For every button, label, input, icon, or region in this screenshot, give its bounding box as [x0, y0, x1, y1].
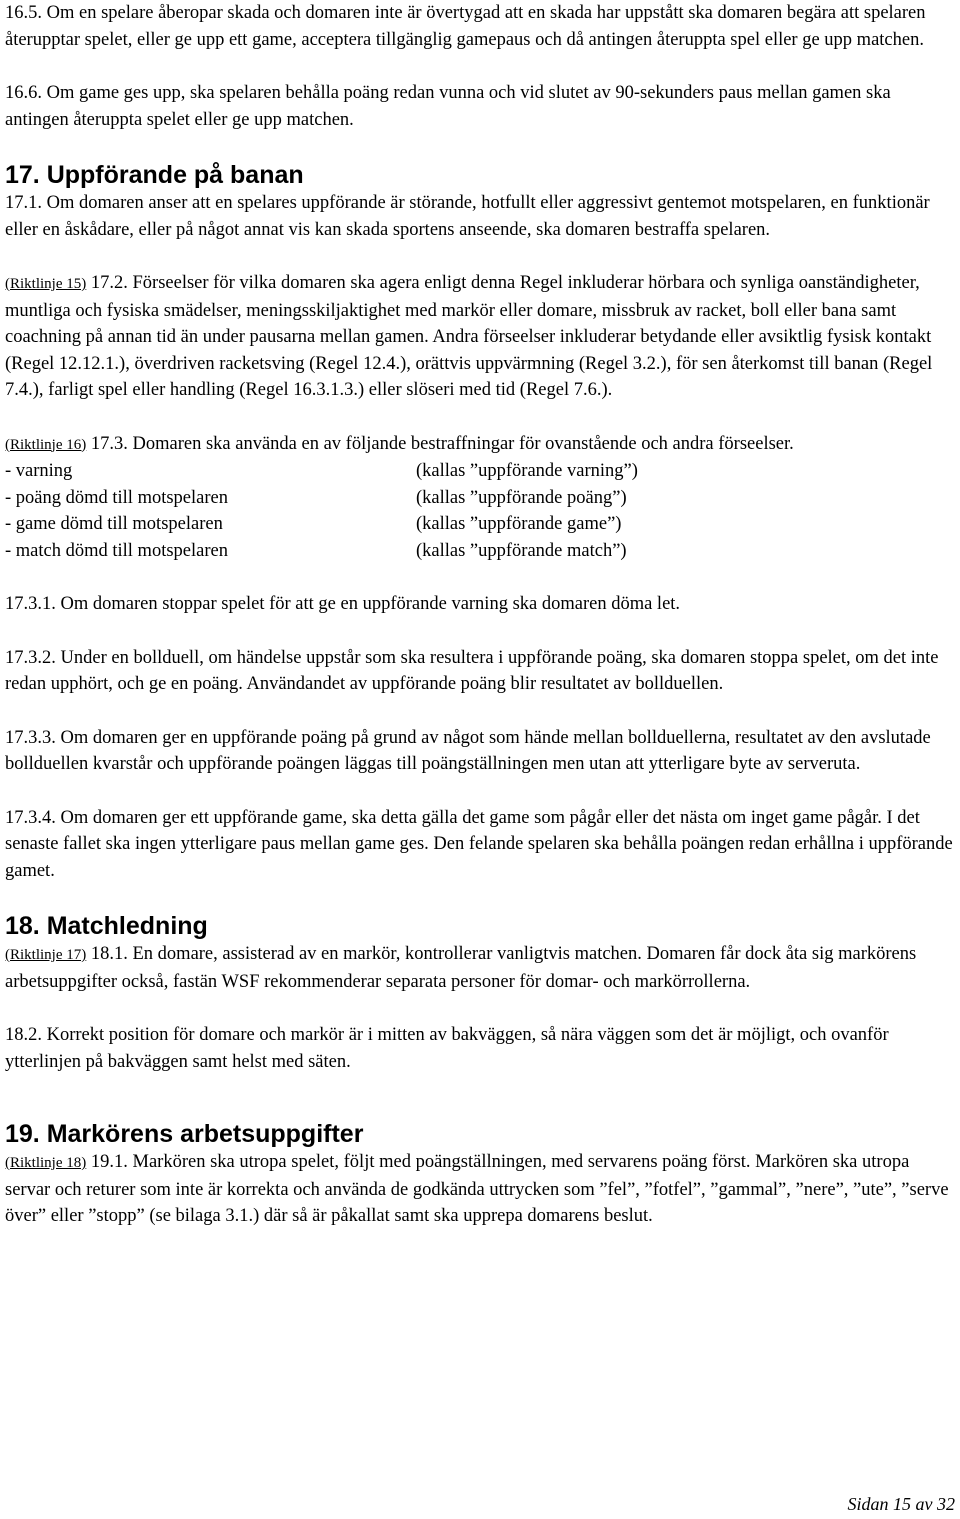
guideline-ref-18: (Riktlinje 18) [5, 1155, 87, 1171]
paragraph-18-2: 18.2. Korrekt position för domare och markör är i mitten av bakväggen, så nära väggen som det är möjligt, och ovanför ytterlinjen på bakväggen samt helst med säten. [5, 1025, 889, 1072]
penalty-label: - game dömd till motspelaren [5, 514, 223, 534]
paragraph-17-3-2: 17.3.2. Under en bollduell, om händelse uppstår som ska resultera i uppförande poäng, ska domaren stoppa spelet, om det inte redan upphört, och ge en poäng. Användandet av uppförande poäng blir resultatet av bollduellen. [5, 647, 939, 694]
paragraph-17-3 [5, 431, 955, 459]
guideline-ref-17: (Riktlinje 17) [5, 947, 87, 963]
paragraph-16-5: 16.5. Om en spelare åberopar skada och domaren inte är övertygad att en skada har uppstått ska domaren begära att spelaren återupptar spelet, eller ge upp ett game, acceptera tillgänglig gamepaus och då antingen återuppta spel eller ge upp matchen. [5, 3, 926, 50]
heading-17: 17. Uppförande på banan [5, 161, 304, 189]
list-item [5, 485, 955, 512]
penalty-term: (kallas ”uppförande game”) [416, 514, 622, 534]
paragraph-19-1 [5, 1149, 955, 1230]
heading-19: 19. Markörens arbetsuppgifter [5, 1120, 364, 1148]
paragraph-17-3-4: 17.3.4. Om domaren ger ett uppförande game, ska detta gälla det game som pågår eller det nästa om inget game pågår. I det senaste fallet ska ingen ytterligare paus mellan game ges. Den felande spelaren ska behålla poängen redan erhållna i uppförande gamet. [5, 807, 953, 881]
list-item [5, 458, 955, 485]
penalty-list [5, 458, 955, 564]
list-item [5, 511, 955, 538]
guideline-ref-15: (Riktlinje 15) [5, 276, 87, 292]
penalty-term: (kallas ”uppförande match”) [416, 540, 627, 561]
penalty-term: (kallas ”uppförande varning”) [416, 461, 638, 481]
list-item [5, 538, 955, 565]
paragraph-17-2-text: 17.2. Förseelser för vilka domaren ska agera enligt denna Regel inkluderar hörbara och synliga oanständigheter, muntliga och fysiska smädelser, meningsskiljaktighet med markör eller domare, missbruk av racket, boll eller bana samt coachning på annan tid än under pausarna mellan gamen. Andra förseelser inkluderar betydande eller avsiktlig fysisk kontakt (Regel 12.12.1.), överdriven racketsving (Regel 12.4.), orättvis uppvärmning (Regel 3.2.), för sen återkomst till banan (Regel 7.4.), farligt spel eller handling (Regel 16.3.1.3.) eller slöseri med tid (Regel 7.6.). [5, 273, 933, 400]
paragraph-19-1-text: 19.1. Markören ska utropa spelet, följt med poängställningen, med servarens poäng först. Markören ska utropa servar och returer som inte är korrekta och använda de godkända uttrycken som ”fel”, ”fotfel”, ”gammal”, ”nere”, ”ute”, ”serve över” eller ”stopp” (se bilaga 3.1.) där så är påkallat samt ska upprepa domarens beslut. [5, 1152, 949, 1226]
penalty-term: (kallas ”uppförande poäng”) [416, 487, 627, 508]
document-page [5, 0, 955, 1257]
paragraph-17-1: 17.1. Om domaren anser att en spelares uppförande är störande, hotfullt eller aggressivt gentemot motspelaren, en funktionär eller en åskådare, eller på något annat vis kan skada sportens anseende, ska domaren bestraffa spelaren. [5, 193, 930, 240]
paragraph-17-3-text: 17.3. Domaren ska använda en av följande bestraffningar för ovanstående och andra förseelser. [86, 433, 794, 454]
heading-18: 18. Matchledning [5, 912, 208, 940]
paragraph-16-6: 16.6. Om game ges upp, ska spelaren behålla poäng redan vunna och vid slutet av 90-sekunders paus mellan gamen ska antingen återuppta spelet eller ge upp matchen. [5, 83, 891, 130]
penalty-label: - poäng dömd till motspelaren [5, 487, 228, 508]
paragraph-18-1 [5, 941, 955, 995]
penalty-label: - varning [5, 461, 73, 481]
paragraph-18-1-text: 18.1. En domare, assisterad av en markör, kontrollerar vanligtvis matchen. Domaren får dock åta sig markörens arbetsuppgifter också, fastän WSF rekommenderar separata personer för domar- och markörrollerna. [5, 944, 917, 992]
paragraph-17-3-3: 17.3.3. Om domaren ger en uppförande poäng på grund av något som hände mellan bollduellerna, resultatet av den avslutade bollduellen kvarstår och uppförande poängen läggas till poängställningen men utan att ytterligare byte av serveruta. [5, 727, 931, 774]
page-number: Sidan 15 av 32 [847, 1493, 955, 1514]
paragraph-17-3-1: 17.3.1. Om domaren stoppar spelet för att ge en uppförande varning ska domaren döma let. [5, 594, 681, 614]
penalty-label: - match dömd till motspelaren [5, 540, 228, 561]
paragraph-17-2 [5, 270, 955, 404]
guideline-ref-16: (Riktlinje 16) [5, 436, 87, 453]
